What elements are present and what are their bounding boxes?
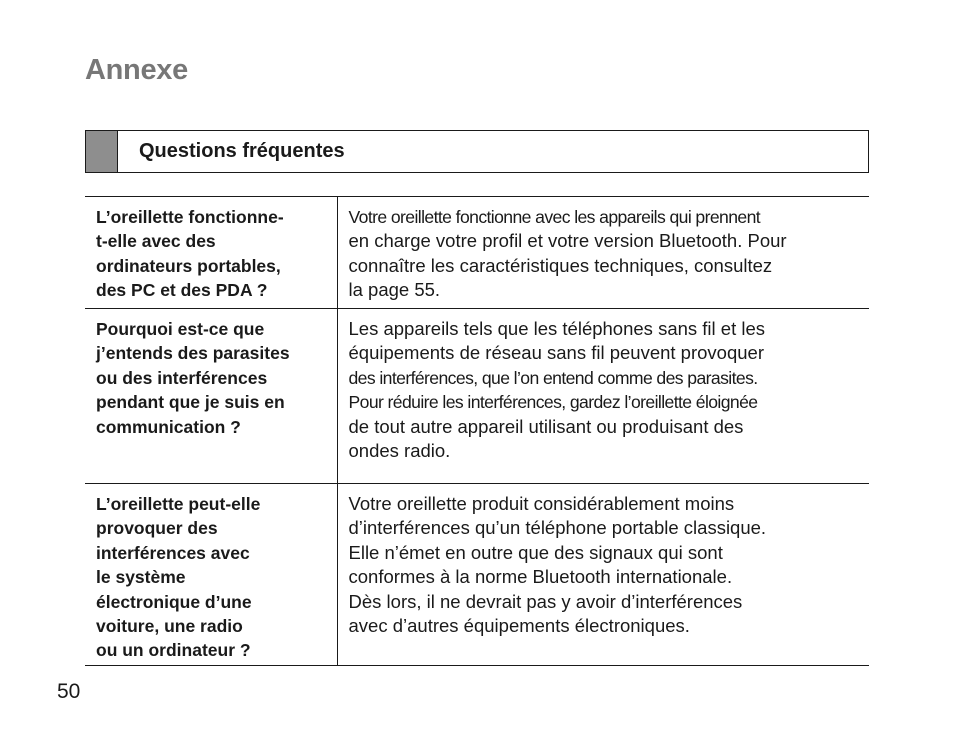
question-line: ou des interférences	[96, 367, 268, 388]
question-line: L’oreillette peut-elle	[96, 494, 261, 514]
question-line: Pourquoi est-ce que	[96, 319, 265, 339]
faq-answer	[337, 197, 869, 309]
section-marker	[86, 131, 118, 172]
question-line: électronique d’une	[96, 591, 252, 612]
faq-question	[85, 197, 337, 309]
question-line: pendant que je suis en	[96, 392, 285, 413]
question-line: communication ?	[96, 416, 241, 437]
question-line: j’entends des parasites	[96, 343, 290, 364]
answer-line: la page 55.	[348, 279, 441, 301]
answer-line: conformes à la norme Bluetooth internationale.	[348, 566, 733, 588]
question-line: ou un ordinateur ?	[96, 640, 251, 661]
faq-table	[85, 196, 869, 666]
faq-row	[85, 309, 869, 484]
question-line: L’oreillette fonctionne-	[96, 207, 284, 227]
answer-line: Votre oreillette produit considérablement moins	[348, 493, 735, 514]
question-line: t-elle avec des	[96, 231, 216, 252]
answer-line: en charge votre profil et votre version Bluetooth. Pour	[348, 230, 787, 252]
answer-line: d’interférences qu’un téléphone portable classique.	[348, 517, 767, 539]
faq-row	[85, 484, 869, 666]
answer-line: ondes radio.	[348, 440, 451, 462]
answer-line: des interférences, que l’on entend comme des parasites.	[348, 367, 758, 388]
faq-question	[85, 309, 337, 484]
answer-line: connaître les caractéristiques techniques, consultez	[348, 254, 773, 276]
answer-line: Les appareils tels que les téléphones sans fil et les	[348, 318, 766, 339]
faq-answer	[337, 309, 869, 484]
answer-line: équipements de réseau sans fil peuvent provoquer	[348, 342, 764, 364]
section-header	[85, 130, 869, 173]
page-title: Annexe	[85, 54, 188, 86]
section-title: Questions fréquentes	[139, 140, 345, 162]
faq-question	[85, 484, 337, 666]
faq-row	[85, 197, 869, 309]
answer-line: Pour réduire les interférences, gardez l’oreillette éloignée	[348, 392, 758, 413]
question-line: interférences avec	[96, 542, 250, 563]
question-line: voiture, une radio	[96, 616, 243, 637]
question-line: provoquer des	[96, 518, 218, 539]
answer-line: Elle n’émet en outre que des signaux qui sont	[348, 541, 723, 563]
answer-line: de tout autre appareil utilisant ou produisant des	[348, 415, 744, 437]
question-line: ordinateurs portables,	[96, 255, 281, 276]
answer-line: avec d’autres équipements électroniques.	[348, 615, 690, 637]
answer-line: Votre oreillette fonctionne avec les appareils qui prennent	[348, 207, 761, 227]
answer-line: Dès lors, il ne devrait pas y avoir d’interférences	[348, 590, 743, 612]
question-line: le système	[96, 567, 186, 588]
page-number: 50	[57, 680, 81, 703]
question-line: des PC et des PDA ?	[96, 280, 268, 301]
faq-answer	[337, 484, 869, 666]
